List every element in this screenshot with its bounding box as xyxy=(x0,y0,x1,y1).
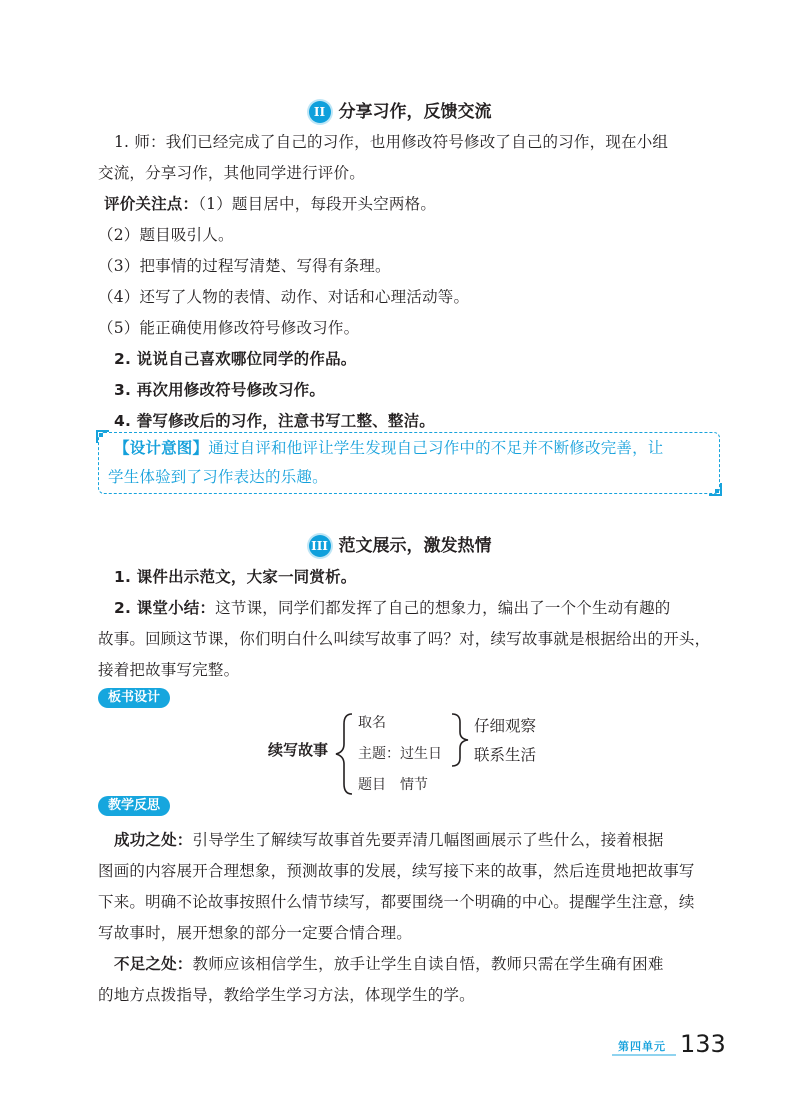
s3-item1: 1. 课件出示范文，大家一同赏析。 xyxy=(114,568,357,586)
reflection-success-line4: 写故事时，展开想象的部分一定要合情合理。 xyxy=(98,924,413,942)
summary-text1: 这节课，同学们都发挥了自己的想象力，编出了一个个生动有趣的 xyxy=(215,599,671,617)
board-right-brace-icon xyxy=(450,712,470,768)
summary-label: 2. 课堂小结： xyxy=(114,599,216,617)
board-left-brace-icon xyxy=(334,712,354,796)
lack-label: 不足之处： xyxy=(114,955,193,973)
design-intent-line2: 学生体验到了习作表达的乐趣。 xyxy=(108,468,328,486)
reflection-lack-line2: 的地方点拨指导，教给学生学习方法，体现学生的学。 xyxy=(98,986,475,1004)
s2-item4: 4. 誊写修改后的习作，注意书写工整、整洁。 xyxy=(114,412,435,430)
success-text1: 引导学生了解续写故事首先要弄清几幅图画展示了些什么，接着根据 xyxy=(192,831,664,849)
s2-criteria-line1 xyxy=(104,193,714,215)
design-intent-text1: 通过自评和他评让学生发现自己习作中的不足并不断修改完善，让 xyxy=(208,439,664,457)
section-3-numeral: III xyxy=(309,535,331,557)
board-branch-3: 题目 情节 xyxy=(358,777,428,793)
board-center: 续写故事 xyxy=(268,741,329,759)
s2-item2: 2. 说说自己喜欢哪位同学的作品。 xyxy=(114,350,357,368)
success-label: 成功之处： xyxy=(114,831,193,849)
criteria-4: （4）还写了人物的表情、动作、对话和心理活动等。 xyxy=(98,288,470,306)
lack-text1: 教师应该相信学生，放手让学生自读自悟，教师只需在学生确有困难 xyxy=(192,955,664,973)
s3-item2-line2: 故事。回顾这节课，你们明白什么叫续写故事了吗？对，续写故事就是根据给出的开头， xyxy=(98,630,711,648)
section-2-heading xyxy=(0,99,800,125)
s2-item1-line2: 交流，分享习作，其他同学进行评价。 xyxy=(98,164,365,182)
section-3-title: 范文展示，激发热情 xyxy=(338,536,492,556)
design-intent-line1 xyxy=(114,437,724,459)
footer-unit-label: 第四单元 xyxy=(618,1040,666,1053)
criteria-5: （5）能正确使用修改符号修改习作。 xyxy=(98,319,360,337)
board-design-tag: 板书设计 xyxy=(98,688,170,708)
criteria-1: （1）题目居中，每段开头空两格。 xyxy=(198,195,437,213)
s2-item3: 3. 再次用修改符号修改习作。 xyxy=(114,381,326,399)
board-branch-2: 主题：过生日 xyxy=(358,746,442,762)
reflection-lack-line1 xyxy=(114,953,724,975)
board-right-2: 联系生活 xyxy=(474,746,537,764)
reflection-success-line2: 图画的内容展开合理想象，预测故事的发展，续写接下来的故事，然后连贯地把故事写 xyxy=(98,862,695,880)
board-right-1: 仔细观察 xyxy=(474,717,537,735)
s3-item2-line1 xyxy=(114,597,724,619)
section-2-numeral: II xyxy=(309,101,331,123)
criteria-3: （3）把事情的过程写清楚、写得有条理。 xyxy=(98,257,391,275)
reflection-success-line1 xyxy=(114,829,724,851)
section-3-heading xyxy=(0,533,800,559)
board-branch-1: 取名 xyxy=(358,715,386,731)
criteria-2: （2）题目吸引人。 xyxy=(98,226,234,244)
s3-item2-line3: 接着把故事写完整。 xyxy=(98,661,240,679)
s2-item1-line1: 1. 师：我们已经完成了自己的习作，也用修改符号修改了自己的习作，现在小组 xyxy=(114,133,669,151)
design-intent-label: 【设计意图】 xyxy=(114,439,209,457)
section-2-title: 分享习作，反馈交流 xyxy=(338,102,492,122)
reflection-success-line3: 下来。明确不论故事按照什么情节续写，都要围绕一个明确的中心。提醒学生注意，续 xyxy=(98,893,695,911)
page-number: 133 xyxy=(680,1030,726,1058)
corner-ornament-icon xyxy=(96,430,110,444)
criteria-label: 评价关注点： xyxy=(104,195,199,213)
teaching-reflection-tag: 教学反思 xyxy=(98,796,170,816)
footer-divider xyxy=(612,1054,676,1056)
